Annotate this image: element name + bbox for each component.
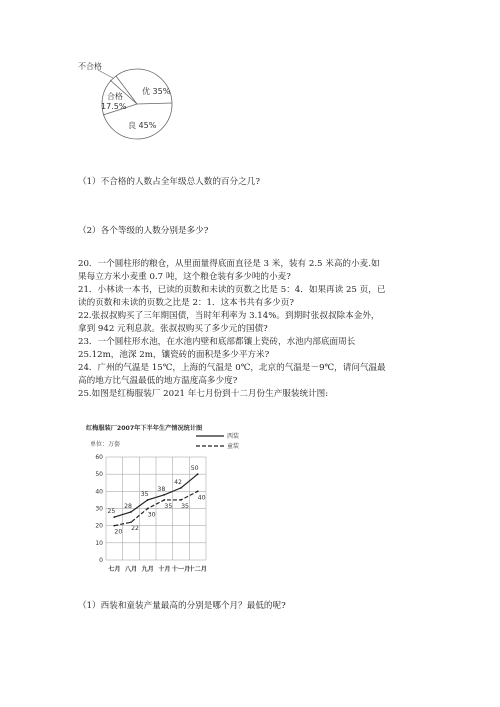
problem-line: 25.12m，池深 2m，镶瓷砖的面积是多少平方米? bbox=[78, 350, 270, 360]
data-label: 42 bbox=[174, 478, 182, 486]
data-label: 35 bbox=[181, 502, 189, 510]
pie-question-2: （2）各个等级的人数分别是多少? bbox=[78, 226, 209, 236]
data-label: 28 bbox=[124, 502, 132, 510]
grade-pie-chart bbox=[70, 55, 190, 155]
pie-question-1: （1）不合格的人数占全年级总人数的百分之几? bbox=[78, 177, 260, 187]
x-tick-label: 九月 bbox=[141, 566, 154, 573]
series-point bbox=[113, 516, 115, 518]
data-label: 20 bbox=[114, 528, 123, 536]
chart-unit-label: 单位：万套 bbox=[90, 441, 121, 448]
series-point bbox=[163, 494, 165, 496]
chart-grid bbox=[106, 457, 206, 560]
problem-line: 读的页数和未读的页数之比是 2：1．这本书共有多少页? bbox=[78, 298, 294, 308]
problem-block bbox=[78, 258, 386, 401]
problem-line: 21．小林读一本书，已读的页数和未读的页数之比是 5：4．如果再读 25 页，已 bbox=[78, 285, 386, 295]
data-label: 35 bbox=[140, 490, 149, 498]
problem-line: 22.张叔叔购买了三年期国债，当时年利率为 3.14%。到期时张叔叔除本金外， bbox=[78, 311, 380, 321]
pie-label-fail: 不合格 bbox=[78, 62, 102, 71]
series-point bbox=[180, 487, 182, 489]
data-label: 30 bbox=[147, 511, 156, 519]
data-label: 40 bbox=[197, 494, 206, 502]
problem-line: 25.如图是红梅服装厂 2021 年七月份到十二月份生产服装统计图: bbox=[78, 389, 329, 399]
x-tick-label: 十二月 bbox=[188, 566, 207, 573]
x-tick-label: 七月 bbox=[108, 566, 121, 573]
problem-line: 24．广州的气温是 15℃，上海的气温是 0℃，北京的气温是－9℃，请问气温最 bbox=[78, 363, 386, 373]
pie-label-good: 良 45% bbox=[128, 121, 157, 130]
series-point bbox=[113, 525, 115, 527]
series-point bbox=[197, 473, 199, 475]
fail-leader-line bbox=[98, 70, 113, 78]
series-point bbox=[130, 511, 132, 513]
y-tick-label: 0 bbox=[99, 557, 103, 564]
data-label: 50 bbox=[190, 465, 199, 473]
pie-label-excellent: 优 35% bbox=[142, 87, 171, 96]
chart-series bbox=[107, 465, 205, 536]
chart-title: 红梅服装厂2007年下半年生产情况统计图 bbox=[86, 425, 203, 432]
series-point bbox=[163, 499, 165, 501]
y-tick-label: 60 bbox=[95, 454, 103, 461]
data-label: 22 bbox=[131, 525, 139, 533]
x-tick-label: 八月 bbox=[124, 566, 138, 573]
y-tick-label: 30 bbox=[95, 505, 103, 513]
series-point bbox=[180, 499, 182, 501]
series-point bbox=[130, 521, 132, 523]
legend-suit-label: 西装 bbox=[227, 433, 240, 440]
x-tick-label: 十月 bbox=[158, 566, 171, 573]
series-point bbox=[147, 499, 149, 501]
series-point bbox=[197, 490, 199, 492]
line-question-1: （1）西装和童装产量最高的分别是哪个月？最低的呢? bbox=[78, 601, 286, 611]
y-tick-label: 50 bbox=[95, 471, 103, 479]
series-point bbox=[147, 508, 149, 510]
problem-line: 20．一个圆柱形的粮仓，从里面量得底面直径是 3 米，装有 2.5 米高的小麦.如 bbox=[78, 259, 380, 269]
y-tick-label: 10 bbox=[95, 539, 103, 547]
data-label: 25 bbox=[107, 508, 116, 516]
legend-kids-label: 童装 bbox=[227, 443, 240, 450]
problem-line: 23．一个圆柱形水池，在水池内壁和底部都镶上瓷砖，水池内部底面周长 bbox=[78, 337, 356, 347]
pie-label-pass: 合格 bbox=[107, 92, 123, 101]
problem-line: 果每立方米小麦重 0.7 吨，这个粮仓装有多少吨的小麦? bbox=[78, 272, 291, 282]
problem-line: 高的地方比气温最低的地方温度高多少度? bbox=[78, 376, 238, 386]
y-tick-label: 20 bbox=[95, 522, 103, 530]
data-label: 38 bbox=[157, 485, 166, 493]
production-line-chart bbox=[78, 420, 248, 580]
x-tick-label: 十一月 bbox=[171, 566, 191, 573]
data-label: 35 bbox=[164, 502, 173, 510]
problem-line: 拿到 942 元利息款。张叔叔购买了多少元的国债? bbox=[78, 324, 268, 334]
y-tick-label: 40 bbox=[95, 488, 103, 496]
pie-label-pass-pct: 17.5% bbox=[101, 102, 127, 111]
